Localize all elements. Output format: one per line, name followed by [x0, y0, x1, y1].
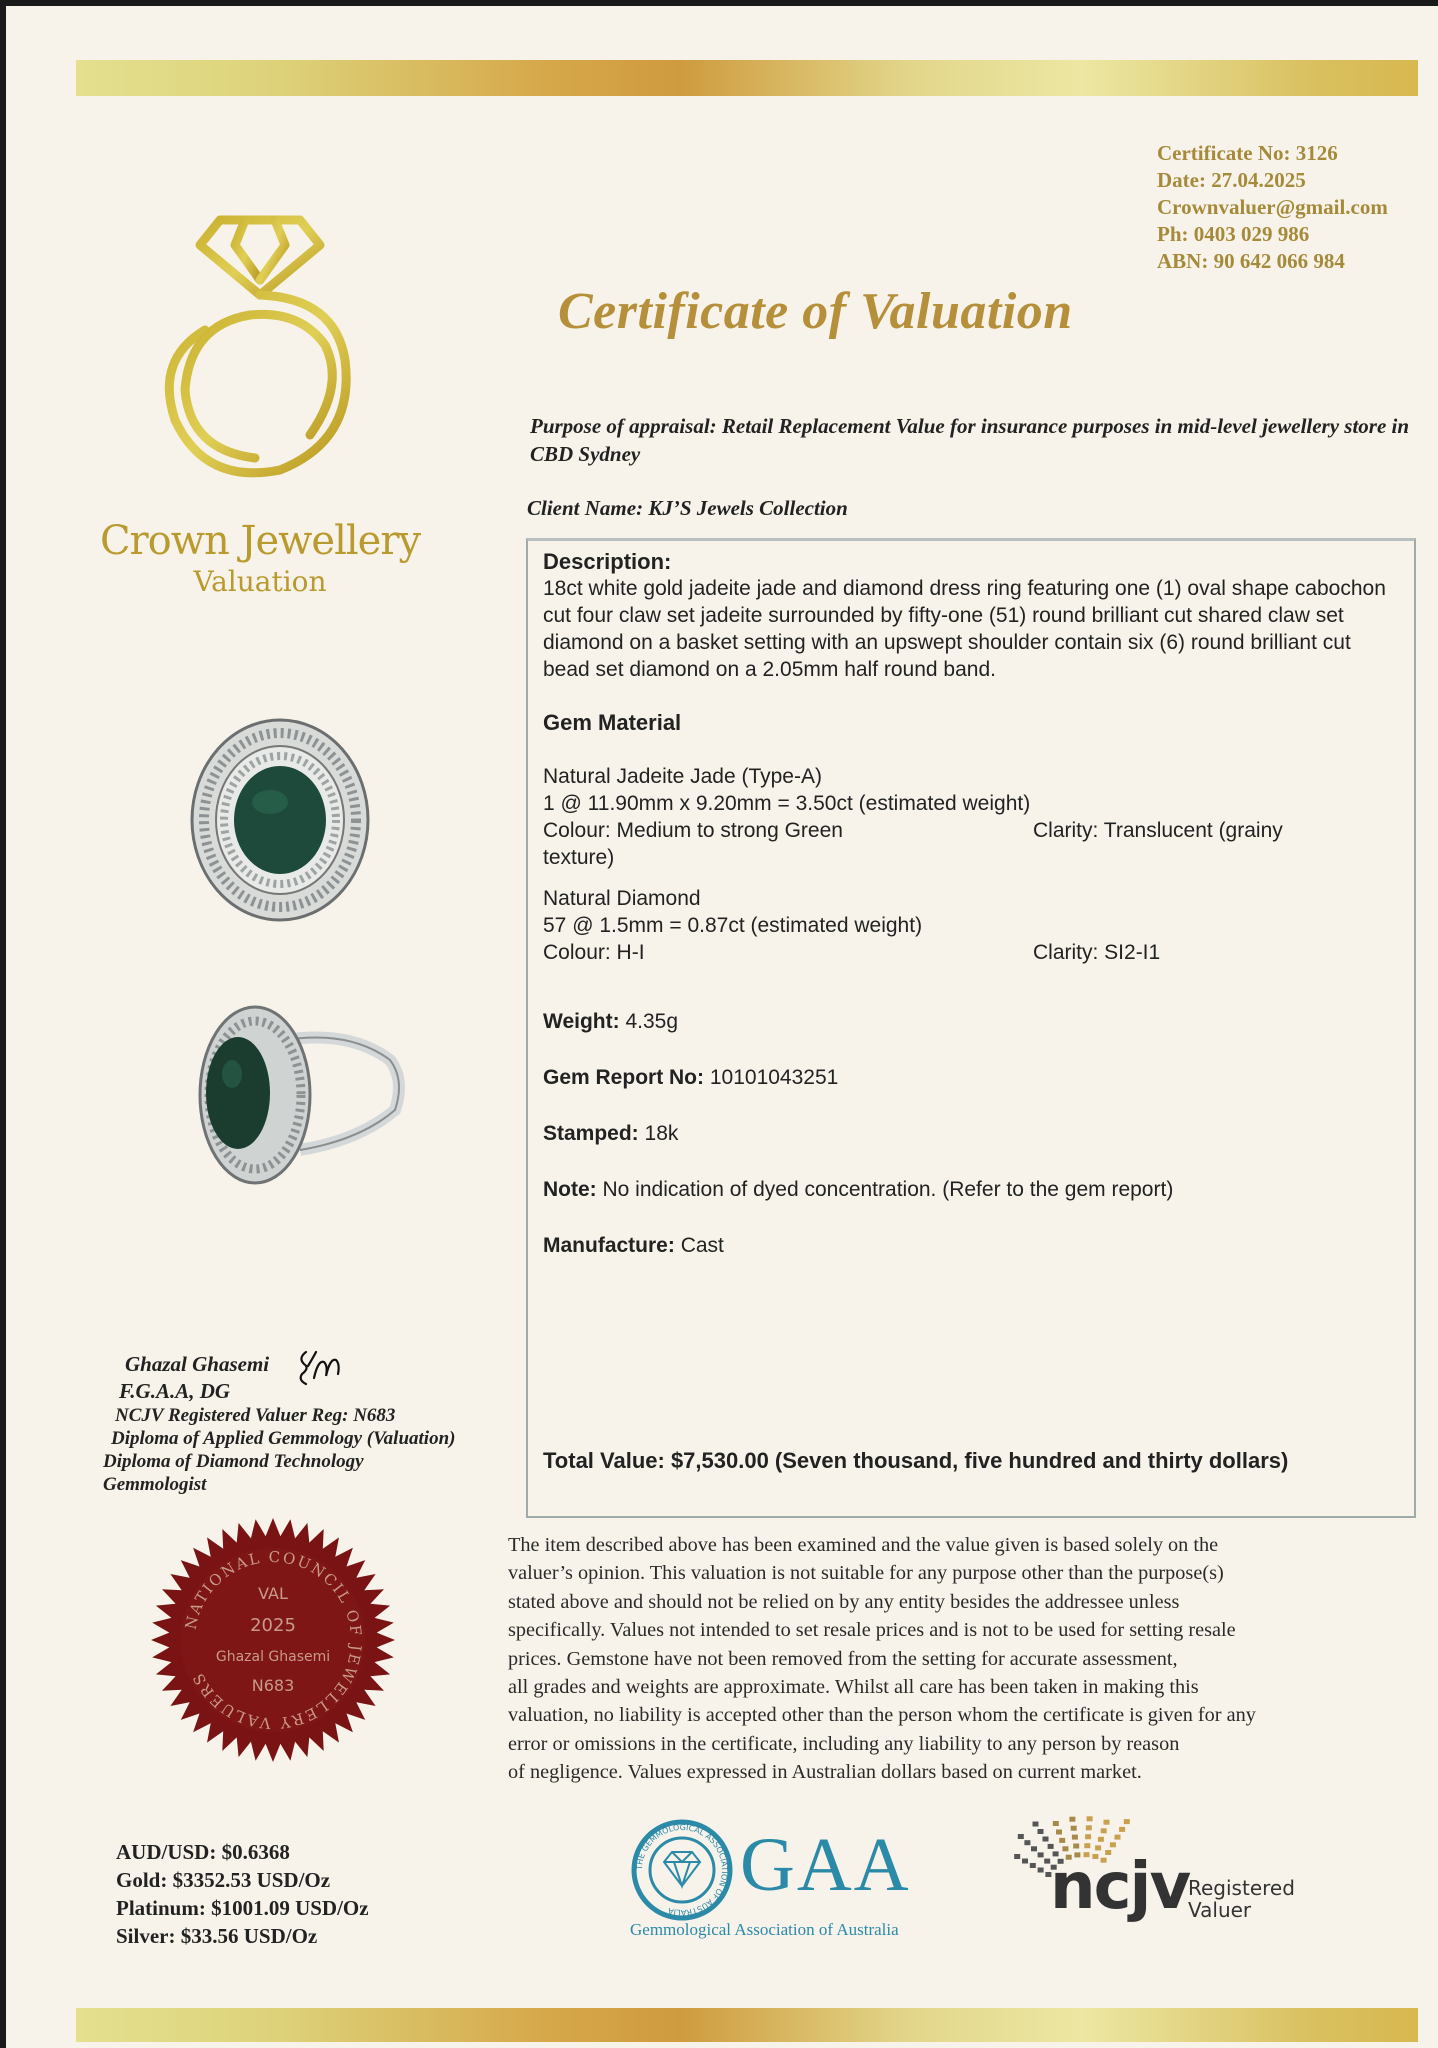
ncjv-mosaic-tile [1059, 1838, 1065, 1843]
ncjv-mosaic-tile [1071, 1826, 1077, 1831]
ncjv-mosaic-tile [1073, 1844, 1079, 1849]
disclaimer-line: valuer’s opinion. This valuation is not suitable for any purpose other than the purpose(s) [508, 1562, 1224, 1585]
ncjv-mosaic-tile [1104, 1820, 1110, 1825]
gem-material-heading: Gem Material [543, 710, 682, 735]
diamond-measure: 57 @ 1.5mm = 0.87ct (estimated weight) [543, 914, 923, 937]
description-heading: Description: [543, 549, 672, 574]
disclaimer-line: all grades and weights are approximate. Whilst all care has been taken in making this [508, 1676, 1199, 1699]
jade-measure: 1 @ 11.90mm x 9.20mm = 3.50ct (estimated weight) [543, 792, 1031, 815]
disclaimer-line: of negligence. Values expressed in Australian dollars based on current market. [508, 1761, 1142, 1784]
ncjv-mosaic-tile [1038, 1852, 1044, 1857]
rate-silver: Silver: $33.56 USD/Oz [116, 1924, 318, 1948]
valuer-credentials: F.G.A.A, DG [119, 1379, 231, 1403]
weight-label: Weight: [543, 1010, 620, 1033]
ncjv-mosaic-tile [1038, 1868, 1044, 1873]
ring-logo-icon [130, 200, 390, 500]
ncjv-mosaic-tile [1053, 1821, 1059, 1826]
handwritten-signature [296, 1348, 344, 1386]
rate-platinum: Platinum: $1001.09 USD/Oz [116, 1896, 369, 1920]
gem-report-label: Gem Report No: [543, 1066, 705, 1089]
page-title: Certificate of Valuation [558, 283, 1073, 340]
client-name: Client Name: KJ’S Jewels Collection [527, 496, 848, 520]
ncjv-mosaic-tile [1072, 1835, 1078, 1840]
contact-phone: Ph: 0403 029 986 [1157, 222, 1310, 246]
valuer-title: Gemmologist [103, 1474, 207, 1495]
rate-aud-usd: AUD/USD: $0.6368 [116, 1840, 290, 1864]
ncjv-mosaic-tile [1069, 1817, 1075, 1822]
ncjv-mosaic-tile [1024, 1840, 1030, 1845]
jade-colour: Colour: Medium to strong Green [543, 819, 843, 842]
weight-row [543, 1008, 1403, 1035]
rate-gold: Gold: $3352.53 USD/Oz [116, 1868, 331, 1892]
gaa-full-name: Gemmological Association of Australia [630, 1920, 899, 1939]
disclaimer-text [508, 1531, 1428, 1787]
disclaimer-line: error or omissions in the certificate, including any liability to any person by reason [508, 1732, 1180, 1755]
scan-edge-left [0, 0, 6, 2048]
scan-edge-top [0, 0, 1438, 6]
ncjv-mosaic-tile [1115, 1835, 1121, 1840]
valuer-block [103, 1350, 455, 1496]
description-text: 18ct white gold jadeite jade and diamond dress ring featuring one (1) oval shape cabochon cut four claw set jadeite surrounded by fifty-one (51) round brilliant cut shared claw set diamond on a basket setting with an upswept shoulder contain six (6) round brilliant cut bead set diamond on a 2.05mm half round band. [543, 577, 1386, 681]
description-content [543, 548, 1403, 1259]
ncjv-mosaic-tile [1014, 1854, 1020, 1859]
purpose-of-appraisal: Purpose of appraisal: Retail Replacement Value for insurance purposes in mid-level jewellery store in CBD Sydney [530, 414, 1410, 466]
ncjv-valuer: Valuer [1188, 1898, 1252, 1922]
ncjv-registered: Registered [1188, 1876, 1295, 1900]
gold-header-bar [76, 60, 1418, 96]
abn-number: ABN: 90 642 066 984 [1157, 249, 1345, 273]
total-value: Total Value: $7,530.00 (Seven thousand, five hundred and thirty dollars) [543, 1448, 1289, 1473]
contact-email: Crownvaluer@gmail.com [1157, 195, 1388, 219]
note-value: No indication of dyed concentration. (Refer to the gem report) [596, 1178, 1174, 1201]
ncjv-mosaic-tile [1085, 1834, 1091, 1839]
stamped-label: Stamped: [543, 1122, 639, 1145]
ring-photo-top-view [185, 710, 375, 930]
valuer-diploma-1: Diploma of Applied Gemmology (Valuation) [111, 1428, 456, 1449]
seal-line3: Ghazal Ghasemi [215, 1649, 331, 1665]
stamped-value: 18k [638, 1122, 679, 1145]
disclaimer-line: specifically. Values not intended to set resale prices and is not to be used for setting resale [508, 1619, 1236, 1642]
note-label: Note: [543, 1178, 597, 1201]
valuer-registration: NCJV Registered Valuer Reg: N683 [115, 1405, 396, 1426]
ncjv-mosaic-tile [1087, 1816, 1093, 1821]
certificate-number: Certificate No: 3126 [1157, 141, 1338, 165]
valuer-diploma-2: Diploma of Diamond Technology [103, 1451, 364, 1472]
ncjv-mosaic-tile [1030, 1863, 1036, 1868]
weight-value: 4.35g [619, 1010, 678, 1033]
seal-line2: 2025 [250, 1615, 296, 1636]
note-row [543, 1176, 1403, 1203]
brand-name [60, 518, 460, 600]
ncjv-mosaic-tile [1124, 1819, 1130, 1824]
ncjv-mosaic-tile [1056, 1830, 1062, 1835]
seal-line1: VAL [258, 1584, 288, 1603]
ncjv-mosaic-tile [1098, 1837, 1104, 1842]
gaa-logo-text: GAA [740, 1823, 911, 1907]
disclaimer-line: stated above and should not be relied on by any entity besides the addressee unless [508, 1590, 1180, 1613]
diamond-name: Natural Diamond [543, 887, 701, 910]
ncjv-mosaic-tile [1086, 1825, 1092, 1830]
gem-report-value: 10101043251 [704, 1066, 839, 1089]
ring-photo-side-view [190, 1000, 410, 1185]
ncjv-mosaic-tile [1101, 1828, 1107, 1833]
ncjv-mosaic-tile [1048, 1844, 1054, 1849]
ncjv-mosaic-tile [1110, 1842, 1116, 1847]
diamond-clarity: Clarity: SI2-I1 [1033, 941, 1161, 964]
diamond-colour: Colour: H-I [543, 941, 645, 964]
disclaimer-line: valuation, no liability is accepted other than the person whom the certificate is given for any [508, 1704, 1256, 1727]
ncjv-logo-text: ncjv [1050, 1850, 1190, 1924]
seal-line4: N683 [251, 1676, 295, 1695]
manufacture-value: Cast [674, 1234, 724, 1257]
disclaimer-line: The item described above has been examined and the value given is based solely on the [508, 1534, 1219, 1556]
ncjv-mosaic-tile [1043, 1837, 1049, 1842]
ncjv-mosaic-tile [1033, 1822, 1039, 1827]
ncjv-mosaic-tile [1022, 1859, 1028, 1864]
ncjv-wax-seal [148, 1515, 398, 1765]
manufacture-row [543, 1232, 1403, 1259]
jade-clarity: Clarity: Translucent (grainy [1033, 819, 1283, 842]
manufacture-label: Manufacture: [543, 1234, 675, 1257]
stamped-row [543, 1120, 1403, 1147]
gold-footer-bar [76, 2008, 1418, 2042]
gaa-ring-text: THE GEMMOLOGICAL ASSOCIATION OF AUSTRALIA [634, 1822, 730, 1918]
valuer-name: Ghazal Ghasemi [125, 1352, 270, 1376]
jade-name: Natural Jadeite Jade (Type-A) [543, 765, 822, 788]
ncjv-mosaic-tile [1119, 1827, 1125, 1832]
disclaimer-line: prices. Gemstone have not been removed from the setting for accurate assessment, [508, 1647, 1178, 1670]
ncjv-mosaic-tile [1031, 1846, 1037, 1851]
jade-clarity-cont: texture) [543, 846, 615, 869]
brand-name-line2: Valuation [193, 565, 327, 598]
gem-report-row [543, 1064, 1403, 1091]
ncjv-registered-valuer [1188, 1877, 1295, 1921]
ncjv-mosaic-tile [1084, 1843, 1090, 1848]
market-rates [116, 1838, 369, 1950]
ncjv-mosaic-tile [1038, 1829, 1044, 1834]
ncjv-mosaic-tile [1018, 1834, 1024, 1839]
certificate-date: Date: 27.04.2025 [1157, 168, 1306, 192]
brand-name-line1: Crown Jewellery [99, 518, 421, 564]
seal-ring-text: NATIONAL COUNCIL OF JEWELLERY VALUERS [181, 1547, 366, 1733]
certificate-meta [1157, 140, 1388, 275]
